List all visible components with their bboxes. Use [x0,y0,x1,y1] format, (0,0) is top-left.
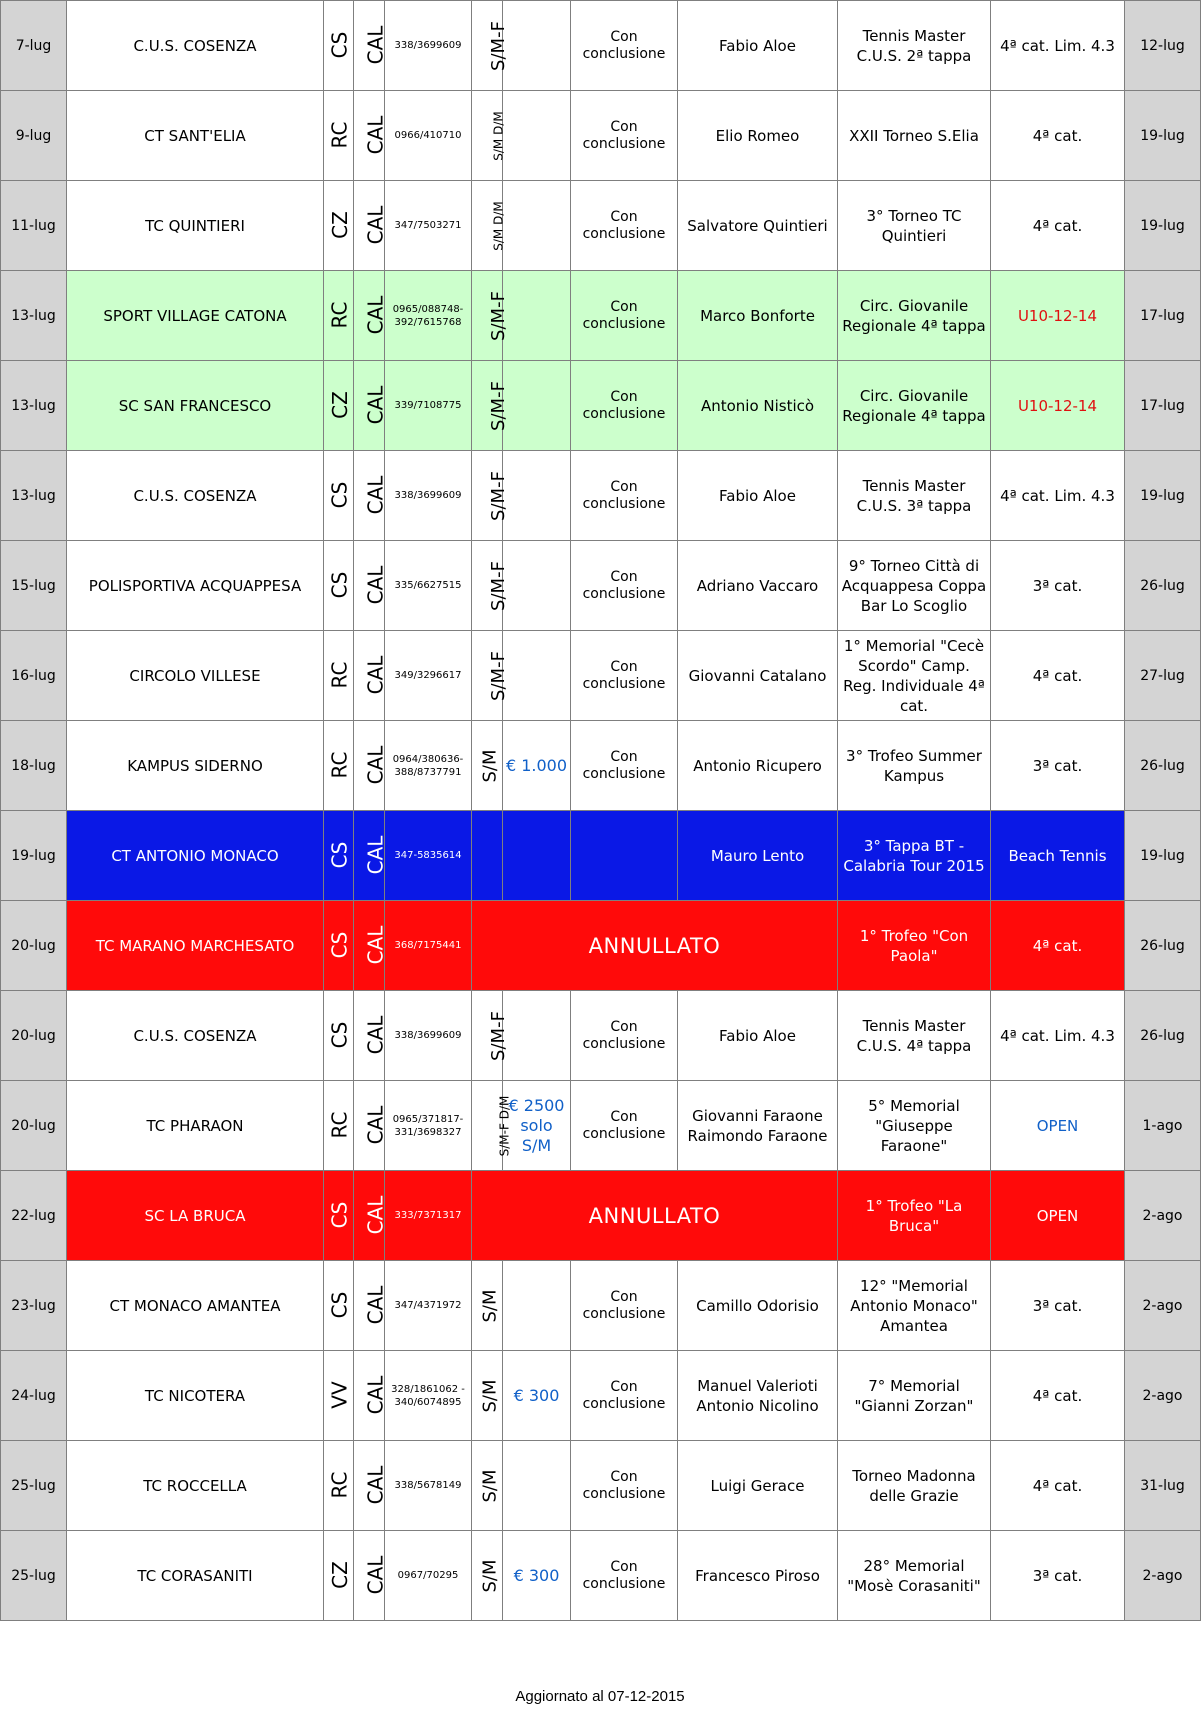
category: 4ª cat. [991,901,1125,991]
referee: Camillo Odorisio [678,1261,838,1351]
tournament-type: S/M-F [487,20,509,71]
referee: Fabio Aloe [678,991,838,1081]
category: U10-12-14 [991,271,1125,361]
province: RC [327,121,352,148]
phone: 338/5678149 [385,1441,472,1531]
table-row [1,901,1201,991]
region-cell [354,181,388,271]
category: 3ª cat. [991,721,1125,811]
end-date: 2-ago [1125,1351,1201,1441]
region-cell [354,451,388,541]
referee: Salvatore Quintieri [678,181,838,271]
province-cell [324,721,354,811]
province-cell [324,1351,354,1441]
club-name: TC MARANO MARCHESATO [67,901,324,991]
club-name: TC PHARAON [67,1081,324,1171]
province: CS [327,571,352,598]
phone: 0967/70295 [385,1531,472,1621]
conclusion: Con conclusione [571,1261,678,1351]
start-date: 13-lug [1,361,67,451]
type-cell [472,1261,503,1351]
tournament-type: S/M-F D/M [497,1095,512,1157]
table-row [1,631,1201,721]
region: CAL [363,835,388,874]
region-cell [354,991,388,1081]
type-cell [472,721,503,811]
province-cell [324,271,354,361]
table-row [1,1351,1201,1441]
type-cell [472,541,509,631]
tournament-type: S/M-F [487,560,509,611]
event-name: Tennis Master C.U.S. 4ª tappa [838,991,991,1081]
prize-money [503,1441,571,1531]
start-date: 11-lug [1,181,67,271]
region-cell [354,1351,388,1441]
region: CAL [363,925,388,964]
prize-money [503,451,571,541]
region: CAL [363,655,388,694]
referee: Fabio Aloe [678,1,838,91]
start-date: 9-lug [1,91,67,181]
referee: Luigi Gerace [678,1441,838,1531]
category: 4ª cat. [991,181,1125,271]
referee: Antonio Ricupero [678,721,838,811]
club-name: TC QUINTIERI [67,181,324,271]
category: U10-12-14 [991,361,1125,451]
province: CZ [327,1560,352,1589]
tournament-type: S/M-F [487,1010,509,1061]
club-name: SC SAN FRANCESCO [67,361,324,451]
end-date: 2-ago [1125,1171,1201,1261]
region: CAL [363,565,388,604]
province: RC [327,1471,352,1498]
start-date: 22-lug [1,1171,67,1261]
phone: 338/3699609 [385,1,472,91]
start-date: 25-lug [1,1441,67,1531]
region-cell [354,91,388,181]
province-cell [324,1261,354,1351]
start-date: 19-lug [1,811,67,901]
region-cell [354,1261,388,1351]
conclusion: Con conclusione [571,991,678,1081]
region-cell [354,271,388,361]
club-name: C.U.S. COSENZA [67,451,324,541]
category: 3ª cat. [991,1261,1125,1351]
table-row [1,1261,1201,1351]
province-cell [324,991,354,1081]
event-name: 3° Tappa BT - Calabria Tour 2015 [838,811,991,901]
conclusion: Con conclusione [571,451,678,541]
referee: Adriano Vaccaro [678,541,838,631]
province: CS [327,481,352,508]
category: 4ª cat. Lim. 4.3 [991,991,1125,1081]
category: Beach Tennis [991,811,1125,901]
start-date: 7-lug [1,1,67,91]
type-cell [472,1531,503,1621]
table-row [1,1171,1201,1261]
event-name: 1° Trofeo "La Bruca" [838,1171,991,1261]
province: CS [327,1291,352,1318]
conclusion: Con conclusione [571,541,678,631]
phone: 328/1861062 - 340/6074895 [385,1351,472,1441]
region: CAL [363,1375,388,1414]
phone: 0965/371817-331/3698327 [385,1081,472,1171]
cancelled-label: ANNULLATO [472,1171,838,1261]
event-name: 28° Memorial "Mosè Corasaniti" [838,1531,991,1621]
table-row [1,271,1201,361]
start-date: 20-lug [1,901,67,991]
event-name: 7° Memorial "Gianni Zorzan" [838,1351,991,1441]
start-date: 13-lug [1,271,67,361]
region-cell [354,631,388,721]
tournament-type: S/M D/M [491,111,506,161]
club-name: SPORT VILLAGE CATONA [67,271,324,361]
phone: 347/7503271 [385,181,472,271]
referee: Manuel Valerioti Antonio Nicolino [678,1351,838,1441]
province-cell [324,811,354,901]
start-date: 15-lug [1,541,67,631]
start-date: 16-lug [1,631,67,721]
type-cell [472,1081,512,1171]
event-name: 3° Trofeo Summer Kampus [838,721,991,811]
prize-money [503,541,571,631]
end-date: 1-ago [1125,1081,1201,1171]
prize-money [503,361,571,451]
phone: 0966/410710 [385,91,472,181]
end-date: 26-lug [1125,991,1201,1081]
event-name: 9° Torneo Città di Acquappesa Coppa Bar Lo Scoglio [838,541,991,631]
referee: Marco Bonforte [678,271,838,361]
prize-money [503,1261,571,1351]
region-cell [354,1171,388,1261]
region: CAL [363,25,388,64]
tournament-type: S/M D/M [491,201,506,251]
referee: Antonio Nisticò [678,361,838,451]
region-cell [354,721,388,811]
category: 3ª cat. [991,1531,1125,1621]
table-row [1,541,1201,631]
end-date: 2-ago [1125,1261,1201,1351]
category: 3ª cat. [991,541,1125,631]
table-row [1,991,1201,1081]
prize-money [503,91,571,181]
referee: Fabio Aloe [678,451,838,541]
category: OPEN [991,1081,1125,1171]
conclusion: Con conclusione [571,1441,678,1531]
event-name: 3° Torneo TC Quintieri [838,181,991,271]
event-name: XXII Torneo S.Elia [838,91,991,181]
end-date: 31-lug [1125,1441,1201,1531]
type-cell [472,1441,503,1531]
club-name: CIRCOLO VILLESE [67,631,324,721]
end-date: 2-ago [1125,1531,1201,1621]
region-cell [354,1081,388,1171]
province: CS [327,1021,352,1048]
event-name: Torneo Madonna delle Grazie [838,1441,991,1531]
province-cell [324,181,354,271]
cancelled-label: ANNULLATO [472,901,838,991]
province-cell [324,451,354,541]
tournament-type: S/M-F [487,470,509,521]
province: RC [327,1111,352,1138]
conclusion: Con conclusione [571,1531,678,1621]
category: 4ª cat. [991,91,1125,181]
end-date: 19-lug [1125,91,1201,181]
start-date: 23-lug [1,1261,67,1351]
end-date: 26-lug [1125,721,1201,811]
province: RC [327,301,352,328]
prize-money: € 300 [503,1531,571,1621]
category: 4ª cat. Lim. 4.3 [991,1,1125,91]
phone: 0964/380636-388/8737791 [385,721,472,811]
province: CZ [327,390,352,419]
event-name: 5° Memorial "Giuseppe Faraone" [838,1081,991,1171]
end-date: 19-lug [1125,811,1201,901]
type-cell [472,1351,503,1441]
table-row [1,1081,1201,1171]
category: 4ª cat. Lim. 4.3 [991,451,1125,541]
tournament-type: S/M [479,1558,501,1593]
type-cell [472,991,509,1081]
club-name: CT SANT'ELIA [67,91,324,181]
region: CAL [363,1015,388,1054]
referee: Francesco Piroso [678,1531,838,1621]
end-date: 27-lug [1125,631,1201,721]
type-cell [472,181,506,271]
type-cell [472,451,509,541]
region: CAL [363,205,388,244]
phone: 339/7108775 [385,361,472,451]
table-row [1,1,1201,91]
conclusion [571,811,678,901]
province-cell [324,1081,354,1171]
region: CAL [363,1285,388,1324]
conclusion: Con conclusione [571,1,678,91]
province: RC [327,751,352,778]
conclusion: Con conclusione [571,91,678,181]
start-date: 13-lug [1,451,67,541]
province: CZ [327,210,352,239]
tournament-type: S/M [479,1288,501,1323]
table-row [1,811,1201,901]
phone: 347/4371972 [385,1261,472,1351]
region: CAL [363,295,388,334]
start-date: 20-lug [1,1081,67,1171]
table-row [1,721,1201,811]
region-cell [354,1531,388,1621]
province: CS [327,31,352,58]
tournament-type: S/M [479,1378,501,1413]
region: CAL [363,1105,388,1144]
end-date: 26-lug [1125,901,1201,991]
end-date: 19-lug [1125,181,1201,271]
table-row [1,361,1201,451]
region-cell [354,1441,388,1531]
region: CAL [363,475,388,514]
region-cell [354,361,388,451]
province-cell [324,1441,354,1531]
end-date: 17-lug [1125,271,1201,361]
club-name: POLISPORTIVA ACQUAPPESA [67,541,324,631]
referee: Giovanni Catalano [678,631,838,721]
club-name: C.U.S. COSENZA [67,991,324,1081]
category: OPEN [991,1171,1125,1261]
category: 4ª cat. [991,1441,1125,1531]
type-cell [472,631,509,721]
event-name: 1° Trofeo "Con Paola" [838,901,991,991]
prize-money: € 300 [503,1351,571,1441]
conclusion: Con conclusione [571,271,678,361]
region-cell [354,541,388,631]
referee: Mauro Lento [678,811,838,901]
conclusion: Con conclusione [571,361,678,451]
prize-money: € 1.000 [503,721,571,811]
table-row [1,451,1201,541]
type-cell [472,271,509,361]
club-name: TC ROCCELLA [67,1441,324,1531]
phone: 338/3699609 [385,991,472,1081]
phone: 368/7175441 [385,901,472,991]
region: CAL [363,745,388,784]
event-name: 12° "Memorial Antonio Monaco" Amantea [838,1261,991,1351]
end-date: 12-lug [1125,1,1201,91]
tournament-type: S/M [479,1468,501,1503]
phone: 335/6627515 [385,541,472,631]
table-row [1,91,1201,181]
tournament-type: S/M-F [487,650,509,701]
phone: 0965/088748-392/7615768 [385,271,472,361]
region-cell [354,901,388,991]
phone: 338/3699609 [385,451,472,541]
region: CAL [363,1555,388,1594]
club-name: TC NICOTERA [67,1351,324,1441]
start-date: 18-lug [1,721,67,811]
start-date: 24-lug [1,1351,67,1441]
club-name: C.U.S. COSENZA [67,1,324,91]
event-name: Tennis Master C.U.S. 2ª tappa [838,1,991,91]
prize-money [503,991,571,1081]
club-name: TC CORASANITI [67,1531,324,1621]
province-cell [324,901,354,991]
province-cell [324,1,354,91]
table-row [1,1531,1201,1621]
category: 4ª cat. [991,631,1125,721]
region: CAL [363,1195,388,1234]
event-name: Tennis Master C.U.S. 3ª tappa [838,451,991,541]
end-date: 19-lug [1125,451,1201,541]
type-cell [472,361,509,451]
prize-money [503,271,571,361]
province: CS [327,931,352,958]
referee: Giovanni Faraone Raimondo Faraone [678,1081,838,1171]
region-cell [354,811,388,901]
province-cell [324,631,354,721]
province-cell [324,541,354,631]
end-date: 17-lug [1125,361,1201,451]
conclusion: Con conclusione [571,631,678,721]
start-date: 20-lug [1,991,67,1081]
start-date: 25-lug [1,1531,67,1621]
prize-money [503,811,571,901]
event-name: Circ. Giovanile Regionale 4ª tappa [838,361,991,451]
province: VV [327,1380,352,1409]
region-cell [354,1,388,91]
conclusion: Con conclusione [571,721,678,811]
phone: 347-5835614 [385,811,472,901]
club-name: CT ANTONIO MONACO [67,811,324,901]
province-cell [324,1171,354,1261]
conclusion: Con conclusione [571,1351,678,1441]
province-cell [324,91,354,181]
club-name: KAMPUS SIDERNO [67,721,324,811]
event-name: 1° Memorial "Cecè Scordo" Camp. Reg. Individuale 4ª cat. [838,631,991,721]
province: CS [327,1201,352,1228]
type-cell [472,811,503,901]
phone: 333/7371317 [385,1171,472,1261]
conclusion: Con conclusione [571,181,678,271]
prize-money: € 2500 solo S/M [503,1081,571,1171]
event-name: Circ. Giovanile Regionale 4ª tappa [838,271,991,361]
club-name: CT MONACO AMANTEA [67,1261,324,1351]
type-cell [472,1,509,91]
club-name: SC LA BRUCA [67,1171,324,1261]
category: 4ª cat. [991,1351,1125,1441]
prize-money [503,181,571,271]
province-cell [324,361,354,451]
province: RC [327,661,352,688]
province: CS [327,841,352,868]
tournament-type: S/M-F [487,380,509,431]
prize-money [503,1,571,91]
tournament-type: S/M [479,748,501,783]
table-row [1,181,1201,271]
phone: 349/3296617 [385,631,472,721]
region: CAL [363,385,388,424]
type-cell [472,91,506,181]
referee: Elio Romeo [678,91,838,181]
conclusion: Con conclusione [571,1081,678,1171]
table-row [1,1441,1201,1531]
end-date: 26-lug [1125,541,1201,631]
region: CAL [363,115,388,154]
last-updated-note: Aggiornato al 07-12-2015 [515,1688,685,1705]
province-cell [324,1531,354,1621]
tournament-type: S/M-F [487,290,509,341]
region: CAL [363,1465,388,1504]
prize-money [503,631,571,721]
